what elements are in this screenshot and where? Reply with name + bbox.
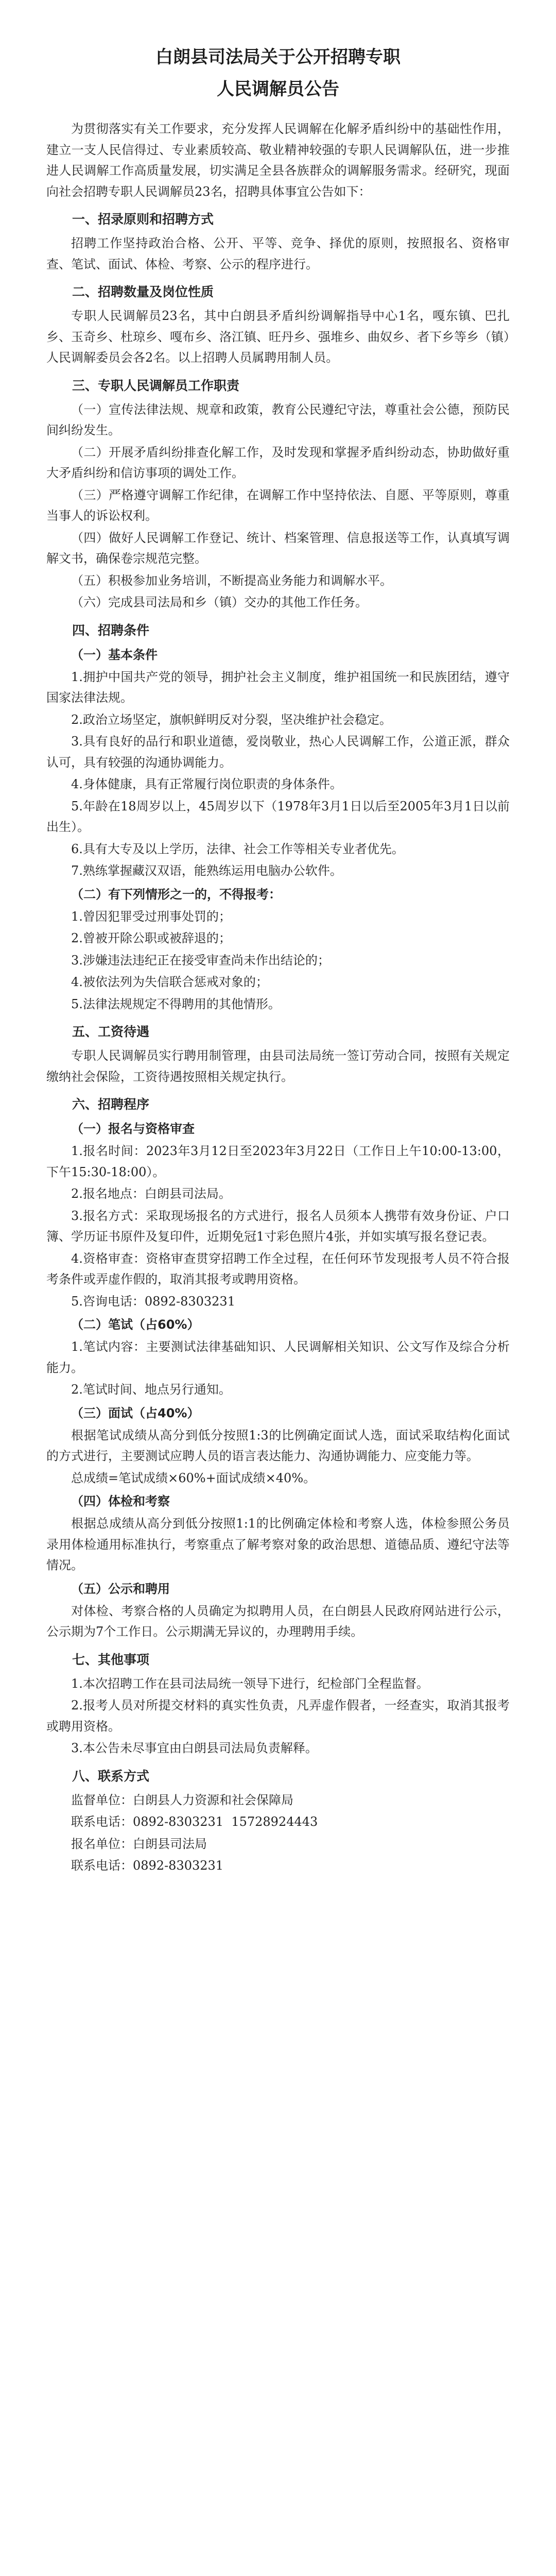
- section-heading: 八、联系方式: [72, 1768, 150, 1784]
- body-paragraph: 3.具有良好的品行和职业道德，爱岗敬业，热心人民调解工作，公道正派，群众认可，具有较强的沟通协调能力。: [46, 734, 510, 770]
- body-paragraph: 专职人民调解员23名，其中白朗县矛盾纠纷调解指导中心1名，嘎东镇、巴扎乡、玉奇乡、杜琼乡、嘎布乡、洛江镇、旺丹乡、强堆乡、曲奴乡、者下乡等乡（镇）人民调解委员会各2名。以上招聘人员属聘用制人员。: [46, 309, 510, 365]
- body-paragraph: （六）完成县司法局和乡（镇）交办的其他工作任务。: [71, 595, 368, 609]
- body-paragraph: 专职人民调解员实行聘用制管理，由县司法局统一签订劳动合同，按照有关规定缴纳社会保险，工资待遇按照相关规定执行。: [46, 1048, 510, 1084]
- section-heading: 六、招聘程序: [72, 1097, 150, 1112]
- subsection-heading: （四）体检和考察: [71, 1494, 170, 1509]
- body-paragraph: 3.涉嫌违法违纪正在接受审查尚未作出结论的；: [71, 953, 330, 968]
- body-paragraph: 联系电话：0892-8303231 15728924443: [71, 1815, 318, 1829]
- subsection-heading: （二）有下列情形之一的，不得报考：: [71, 887, 281, 902]
- body-paragraph: 2.政治立场坚定，旗帜鲜明反对分裂，坚决维护社会稳定。: [71, 712, 392, 727]
- body-paragraph: 招聘工作坚持政治合格、公开、平等、竞争、择优的原则，按照报名、资格审查、笔试、面试、体检、考察、公示的程序进行。: [46, 236, 510, 272]
- body-paragraph: 1.本次招聘工作在县司法局统一领导下进行，纪检部门全程监督。: [71, 1676, 429, 1691]
- body-paragraph: 3.报名方式：采取现场报名的方式进行，报名人员须本人携带有效身份证、户口簿、学历证书原件及复印件，近期免冠1寸彩色照片4张，并如实填写报名登记表。: [46, 1208, 510, 1244]
- body-paragraph: 2.笔试时间、地点另行通知。: [71, 1382, 231, 1397]
- announcement-body: [46, 208, 510, 1876]
- page-title: 白朗县司法局关于公开招聘专职: [155, 47, 401, 67]
- body-paragraph: （二）开展矛盾纠纷排查化解工作，及时发现和掌握矛盾纠纷动态，协助做好重大矛盾纠纷和信访事项的调处工作。: [46, 445, 510, 480]
- body-paragraph: 5.年龄在18周岁以上，45周岁以下（1978年3月1日以后至2005年3月1日以前出生）。: [46, 799, 510, 834]
- section-heading: 七、其他事项: [72, 1652, 150, 1667]
- body-paragraph: 根据笔试成绩从高分到低分按照1:3的比例确定面试人选，面试采取结构化面试的方式进行，主要测试应聘人员的语言表达能力、沟通协调能力、应变能力等。: [46, 1428, 510, 1463]
- body-paragraph: 5.法律法规规定不得聘用的其他情形。: [71, 996, 281, 1011]
- intro-paragraph: 为贯彻落实有关工作要求，充分发挥人民调解在化解矛盾纠纷中的基础性作用，建立一支人民信得过、专业素质较高、敬业精神较强的专职人民调解队伍，进一步推进人民调解工作高质量发展，切实满足全县各族群众的调解服务需求。经研究，现面向社会招聘专职人民调解员23名，招聘具体事宜公告如下：: [46, 122, 510, 199]
- page-subtitle: 人民调解员公告: [217, 79, 339, 99]
- title-block: [46, 41, 510, 105]
- body-paragraph: （三）严格遵守调解工作纪律，在调解工作中坚持依法、自愿、平等原则，尊重当事人的诉讼权利。: [46, 487, 510, 523]
- body-paragraph: 监督单位：白朗县人力资源和社会保障局: [71, 1792, 293, 1807]
- body-paragraph: 联系电话：0892-8303231: [71, 1858, 224, 1873]
- body-paragraph: 对体检、考察合格的人员确定为拟聘用人员，在白朗县人民政府网站进行公示，公示期为7个工作日。公示期满无异议的，办理聘用手续。: [46, 1603, 510, 1639]
- section-heading: 三、专职人民调解员工作职责: [72, 378, 240, 393]
- body-paragraph: 报名单位：白朗县司法局: [71, 1836, 207, 1851]
- body-paragraph: （五）积极参加业务培训，不断提高业务能力和调解水平。: [71, 573, 392, 588]
- body-paragraph: 2.曾被开除公职或被辞退的；: [71, 931, 231, 945]
- subsection-heading: （一）基本条件: [71, 647, 158, 662]
- body-paragraph: 4.身体健康，具有正常履行岗位职责的身体条件。: [71, 777, 342, 791]
- body-paragraph: 4.被依法列为失信联合惩戒对象的；: [71, 975, 268, 989]
- body-paragraph: 1.笔试内容：主要测试法律基础知识、人民调解相关知识、公文写作及综合分析能力。: [46, 1340, 510, 1375]
- body-paragraph: 5.咨询电话：0892-8303231: [71, 1294, 235, 1309]
- body-paragraph: 1.曾因犯罪受过刑事处罚的；: [71, 909, 231, 924]
- section-heading: 一、招录原则和招聘方式: [72, 212, 214, 227]
- subsection-heading: （二）笔试（占60%）: [71, 1317, 200, 1332]
- body-paragraph: （一）宣传法律法规、规章和政策，教育公民遵纪守法，尊重社会公德，预防民间纠纷发生。: [46, 402, 510, 437]
- body-paragraph: 2.报考人员对所提交材料的真实性负责，凡弄虚作假者，一经查实，取消其报考或聘用资格。: [46, 1698, 510, 1734]
- body-paragraph: （四）做好人民调解工作登记、统计、档案管理、信息报送等工作，认真填写调解文书，确保卷宗规范完整。: [46, 530, 510, 566]
- subsection-heading: （五）公示和聘用: [71, 1581, 170, 1596]
- body-paragraph: 4.资格审查：资格审查贯穿招聘工作全过程，在任何环节发现报考人员不符合报考条件或弄虚作假的，取消其报考或聘用资格。: [46, 1251, 510, 1286]
- section-heading: 五、工资待遇: [72, 1024, 150, 1039]
- body-paragraph: 1.报名时间：2023年3月12日至2023年3月22日（工作日上午10:00-13:00，下午15:30-18:00）。: [46, 1144, 510, 1179]
- body-paragraph: 7.熟练掌握藏汉双语，能熟练运用电脑办公软件。: [71, 863, 342, 878]
- body-paragraph: 根据总成绩从高分到低分按照1:1的比例确定体检和考察人选，体检参照公务员录用体检通用标准执行，考察重点了解考察对象的政治思想、道德品质、遵纪守法等情况。: [46, 1516, 510, 1572]
- subsection-heading: （一）报名与资格审查: [71, 1122, 195, 1136]
- body-paragraph: 6.具有大专及以上学历，法律、社会工作等相关专业者优先。: [71, 841, 404, 856]
- body-paragraph: 1.拥护中国共产党的领导，拥护社会主义制度，维护祖国统一和民族团结，遵守国家法律法规。: [46, 669, 510, 705]
- body-paragraph: 3.本公告未尽事宜由白朗县司法局负责解释。: [71, 1741, 318, 1755]
- body-paragraph: 2.报名地点：白朗县司法局。: [71, 1187, 231, 1201]
- subsection-heading: （三）面试（占40%）: [71, 1405, 200, 1420]
- section-heading: 二、招聘数量及岗位性质: [72, 284, 214, 299]
- section-heading: 四、招聘条件: [72, 622, 150, 638]
- body-paragraph: 总成绩=笔试成绩×60%+面试成绩×40%。: [71, 1470, 316, 1485]
